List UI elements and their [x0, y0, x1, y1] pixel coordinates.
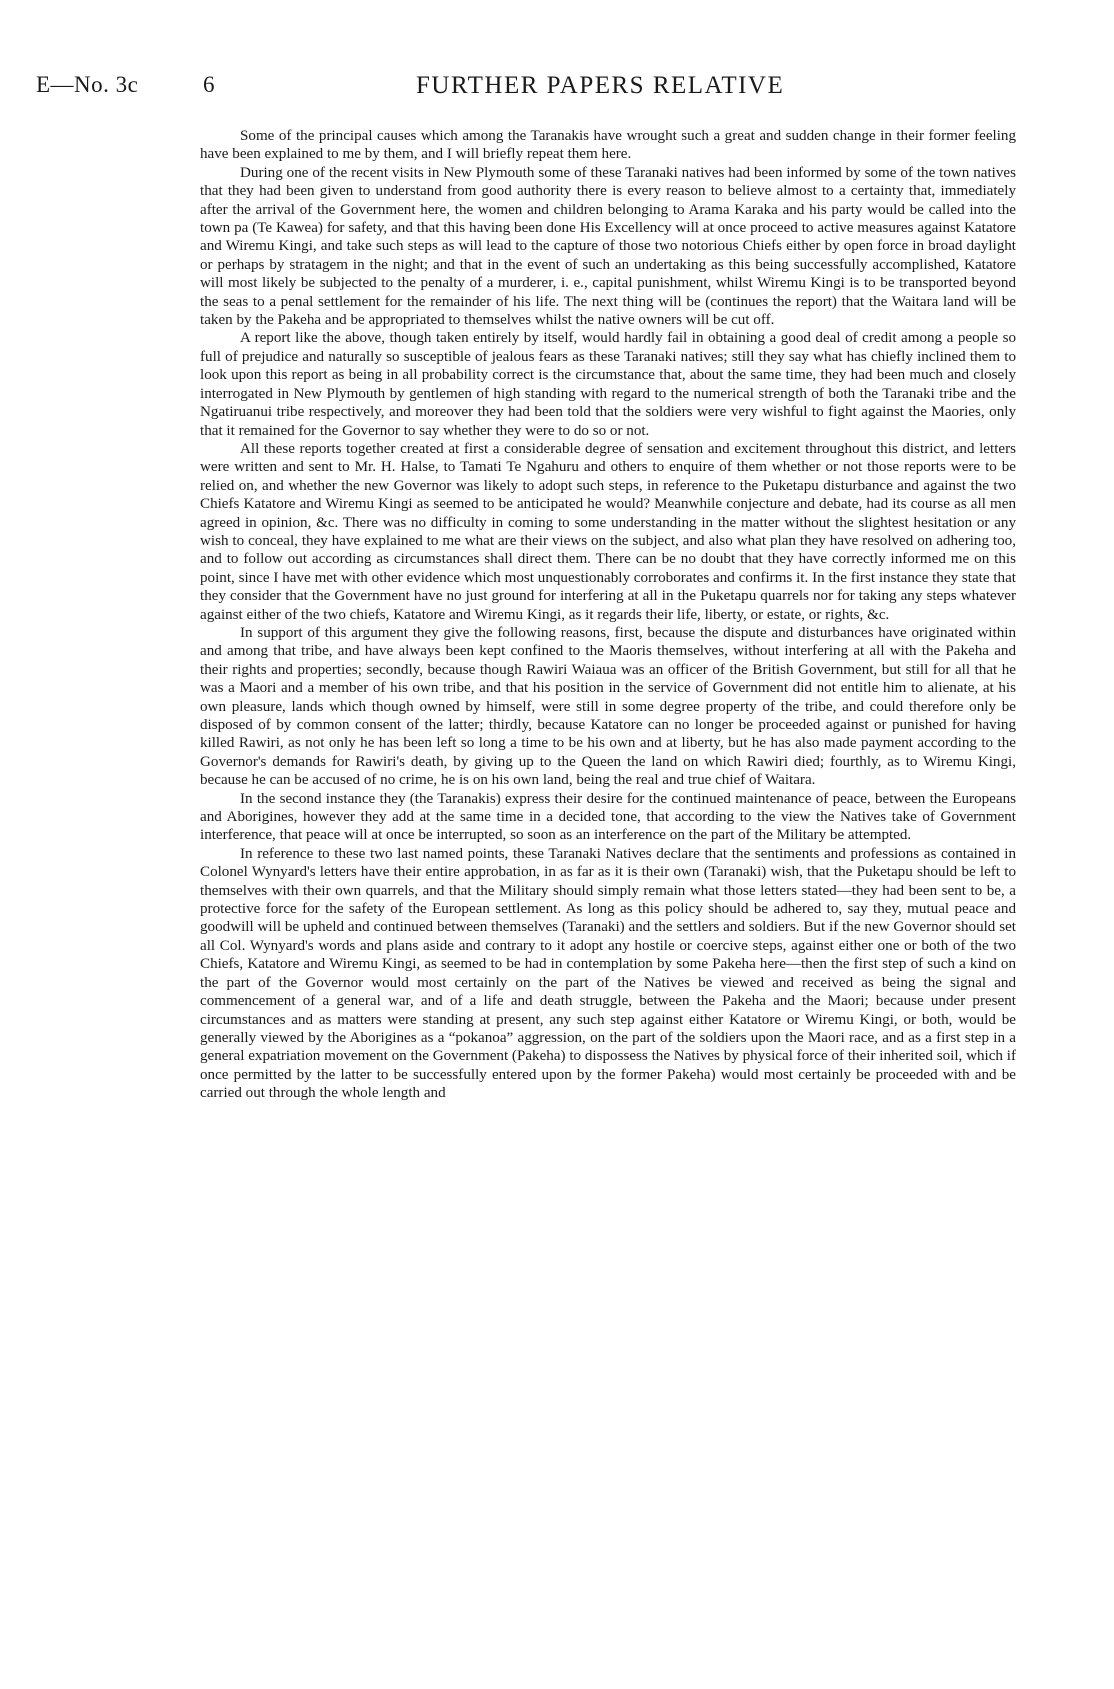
- paragraph-5: In support of this argument they give the following reasons, first, because the dispute and disturbances have originated within and among that tribe, and have always been kept confined to the Maoris themselves, without interfering at all with the Pakeha and their rights and properties; secondly, because though Rawiri Waiaua was an officer of the British Government, but still for all that he was a Maori and a member of his own tribe, and that his position in the service of Government did not entitle him to alienate, at his own pleasure, lands which though owned by himself, were still in some degree property of the tribe, and could therefore only be disposed of by common consent of the latter; thirdly, because Katatore can no longer be proceeded against or punished for having killed Rawiri, as not only he has been left so long a time to be his own and at liberty, but he has also made payment according to the Governor's demands for Rawiri's death, by giving up to the Queen the land on which Rawiri died; fourthly, as to Wiremu Kingi, because he can be accused of no crime, he is on his own land, being the real and true chief of Waitara.: [200, 624, 1016, 789]
- page-header: [36, 72, 1036, 108]
- paragraph-1: Some of the principal causes which among the Taranakis have wrought such a great and sudden change in their former feeling have been explained to me by them, and I will briefly repeat them here.: [200, 128, 1016, 163]
- paragraph-7: In reference to these two last named points, these Taranaki Natives declare that the sentiments and professions as contained in Colonel Wynyard's letters have their entire approbation, in as far as it is their own (Taranaki) wish, that the Puketapu should be left to themselves with their own quarrels, and that the Military should simply remain what those letters stated—they had been sent to be, a protective force for the safety of the European settlement. As long as this policy should be adhered to, say they, mutual peace and goodwill will be upheld and continued between themselves (Taranaki) and the settlers and soldiers. But if the new Governor should set all Col. Wynyard's words and plans aside and contrary to it adopt any hostile or coercive steps, against either one or both of the two Chiefs, Katatore and Wiremu Kingi, as seemed to be had in contemplation by some Pakeha here—then the first step of such a kind on the part of the Governor would most certainly on the part of the Natives be viewed and received as being the signal and commencement of a general war, and of a life and death struggle, between the Pakeha and the Maori; because under present circumstances and as matters were standing at present, any such step against either Katatore or Wiremu Kingi, or both, would be generally viewed by the Aborigines as a “pokanoa” aggression, on the part of the soldiers upon the Maori race, and as a first step in a general expatriation movement on the Government (Pakeha) to dispossess the Natives by physical force of their inherited soil, which if once permitted by the latter to be successfully entered upon by the former Pakeha) would most certainly be proceeded with and be carried out through the whole length and: [200, 845, 1016, 1102]
- paragraph-3: A report like the above, though taken entirely by itself, would hardly fail in obtaining a good deal of credit among a people so full of prejudice and naturally so susceptible of jealous fears as these Taranaki natives; still they say what has chiefly inclined them to look upon this report as being in all probability correct is the circumstance that, about the same time, they had been much and closely interrogated in New Plymouth by gentlemen of high standing with regard to the numerical strength of both the Taranaki tribe and the Ngatiruanui tribe respectively, and moreover they had been told that the soldiers were very wishful to fight against the Maories, only that it remained for the Governor to say whether they were to do so or not.: [200, 330, 1016, 439]
- paragraph-2: During one of the recent visits in New Plymouth some of these Taranaki natives had been informed by some of the town natives that they had been given to understand from good authority there is every reason to believe almost to a certainty that, immediately after the arrival of the Government here, the women and children belonging to Arama Karaka and his party would be called into the town pa (Te Kawea) for safety, and that this having been done His Excellency will at once proceed to active measures against Katatore and Wiremu Kingi, and take such steps as will lead to the capture of those two notorious Chiefs either by open force in broad daylight or perhaps by stratagem in the night; and that in the event of such an undertaking as this being successfully accomplished, Katatore will most likely be subjected to the penalty of a murderer, i. e., capital punishment, whilst Wiremu Kingi is to be transported beyond the seas to a penal settlement for the remainder of his life. The next thing will be (continues the report) that the Waitara land will be taken by the Pakeha and be appropriated to themselves whilst the native owners will be cut off.: [200, 164, 1016, 329]
- page-number: 6: [203, 72, 215, 97]
- paragraph-6: In the second instance they (the Taranakis) express their desire for the continued maintenance of peace, between the Europeans and Aborigines, however they add at the same time in a decided tone, that according to the view the Natives take of Government interference, that peace will at once be interrupted, so soon as an interference on the part of the Military be attempted.: [200, 790, 1016, 844]
- running-title: FURTHER PAPERS RELATIVE: [416, 72, 785, 99]
- paragraph-4: All these reports together created at first a considerable degree of sensation and excitement throughout this district, and letters were written and sent to Mr. H. Halse, to Tamati Te Ngahuru and others to enquire of them whether or not those reports were to be relied on, and whether the new Governor was likely to adopt such steps, in reference to the Puketapu disturbance and against the two Chiefs Katatore and Wiremu Kingi as seemed to be anticipated he would? Meanwhile conjecture and debate, had its course as all men agreed in opinion, &c. There was no difficulty in coming to some understanding in the matter without the slightest hesitation or any wish to conceal, they have explained to me what are their views on the subject, and also what plan they have resolved on adhering too, and to follow out according as circumstances shall direct them. There can be no doubt that they have correctly informed me on this point, since I have met with other evidence which most unquestionably corroborates and confirms it. In the first instance they state that they consider that the Government have no just ground for interfering at all in the Puketapu quarrels nor for taking any steps whatever against either of the two chiefs, Katatore and Wiremu Kingi, as it regards their life, liberty, or estate, or rights, &c.: [200, 440, 1016, 623]
- document-reference: E—No. 3c: [36, 72, 139, 97]
- body-text: [200, 127, 1016, 1103]
